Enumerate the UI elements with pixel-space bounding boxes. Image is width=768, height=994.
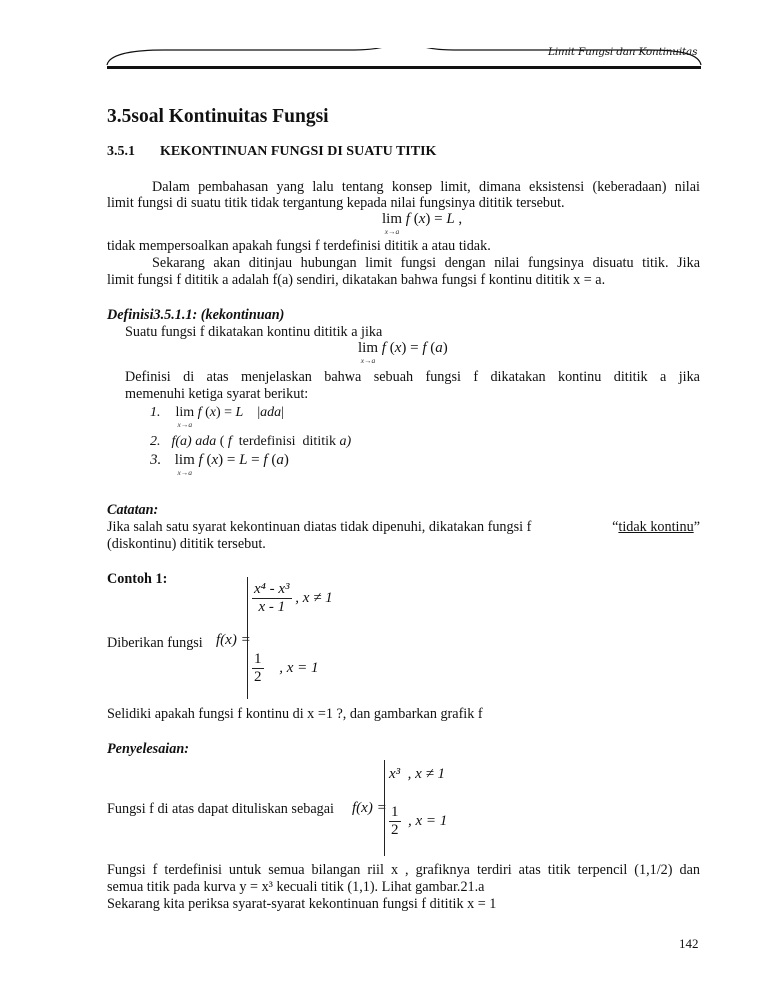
- solution-rewrite-label: Fungsi f di atas dapat dituliskan sebagai: [107, 801, 334, 817]
- note-line-1: Jika salah satu syarat kekontinuan diatas tidak dipenuhi, dikatakan fungsi f “tidak kontinu”: [107, 519, 700, 535]
- intro-paragraph-1-line-3: tidak mempersoalkan apakah fungsi f terdefinisi dititik a atau tidak.: [107, 238, 491, 254]
- page-number: 142: [679, 936, 699, 951]
- example-piecewise-function: f(x) = $\frac{\text{x⁴ - x³}}{x - 1}$ , x ≠ 1 $\frac{1}{2}$ , x = 1: [216, 577, 336, 699]
- solution-title: Penyelesaian:: [107, 741, 189, 757]
- condition-1: 1. lim x→a f (x) = L |ada|: [150, 405, 284, 429]
- formula-continuity: lim x→a f (x) = f (a): [358, 340, 448, 365]
- note-line-2: (diskontinu) dititik tersebut.: [107, 536, 266, 552]
- solution-line-1: Fungsi f terdefinisi untuk semua bilangan riil x , grafiknya terdiri atas titik terpencil (1,1/2) dan: [107, 862, 700, 878]
- subsection-title: KEKONTINUAN FUNGSI DI SUATU TITIK: [160, 144, 437, 159]
- intro-paragraph-2-line-2: limit fungsi f dititik a adalah f(a) sendiri, dikatakan bahwa fungsi f kontinu dititik x = a.: [107, 272, 606, 288]
- section-title: 3.5soal Kontinuitas Fungsi: [107, 106, 329, 127]
- formula-limit-L: lim x→a f (x) = L ,: [382, 211, 463, 236]
- definition-line-2: Definisi di atas menjelaskan bahwa sebuah fungsi f dikatakan kontinu dititik a jika: [125, 369, 700, 385]
- note-title: Catatan:: [107, 502, 159, 518]
- running-header-title: Limit Fungsi dan Kontinuitas: [548, 46, 698, 58]
- intro-paragraph-1-line-1: Dalam pembahasan yang lalu tentang konsep limit, dimana eksistensi (keberadaan) nilai: [152, 179, 700, 195]
- example-title: Contoh 1:: [107, 571, 168, 587]
- definition-line-3: memenuhi ketiga syarat berikut:: [125, 386, 309, 402]
- definition-title: Definisi3.5.1.1: (kekontinuan): [107, 307, 285, 323]
- solution-line-3: Sekarang kita periksa syarat-syarat kekontinuan fungsi f dititik x = 1: [107, 896, 497, 912]
- example-question: Selidiki apakah fungsi f kontinu di x =1 ?, dan gambarkan grafik f: [107, 706, 483, 722]
- solution-line-2: semua titik pada kurva y = x³ kecuali titik (1,1). Lihat gambar.21.a: [107, 879, 485, 895]
- condition-2: 2. f(a) ada ( f terdefinisi dititik a): [150, 434, 352, 449]
- example-given-label: Diberikan fungsi: [107, 635, 203, 651]
- intro-paragraph-1-line-2: limit fungsi di suatu titik tidak tergantung kepada nilai fungsinya dititik tersebut.: [107, 195, 565, 211]
- condition-3: 3. lim x→a f (x) = L = f (a): [150, 452, 289, 477]
- definition-line-1: Suatu fungsi f dikatakan kontinu dititik a jika: [125, 324, 383, 340]
- intro-paragraph-2-line-1: Sekarang akan ditinjau hubungan limit fungsi dengan nilai fungsinya disuatu titik. Jika: [152, 255, 700, 271]
- subsection-number: 3.5.1: [107, 144, 135, 159]
- solution-piecewise-function: f(x) = x³ , x ≠ 1 $\frac{1}{2}$ , x = 1: [352, 760, 452, 856]
